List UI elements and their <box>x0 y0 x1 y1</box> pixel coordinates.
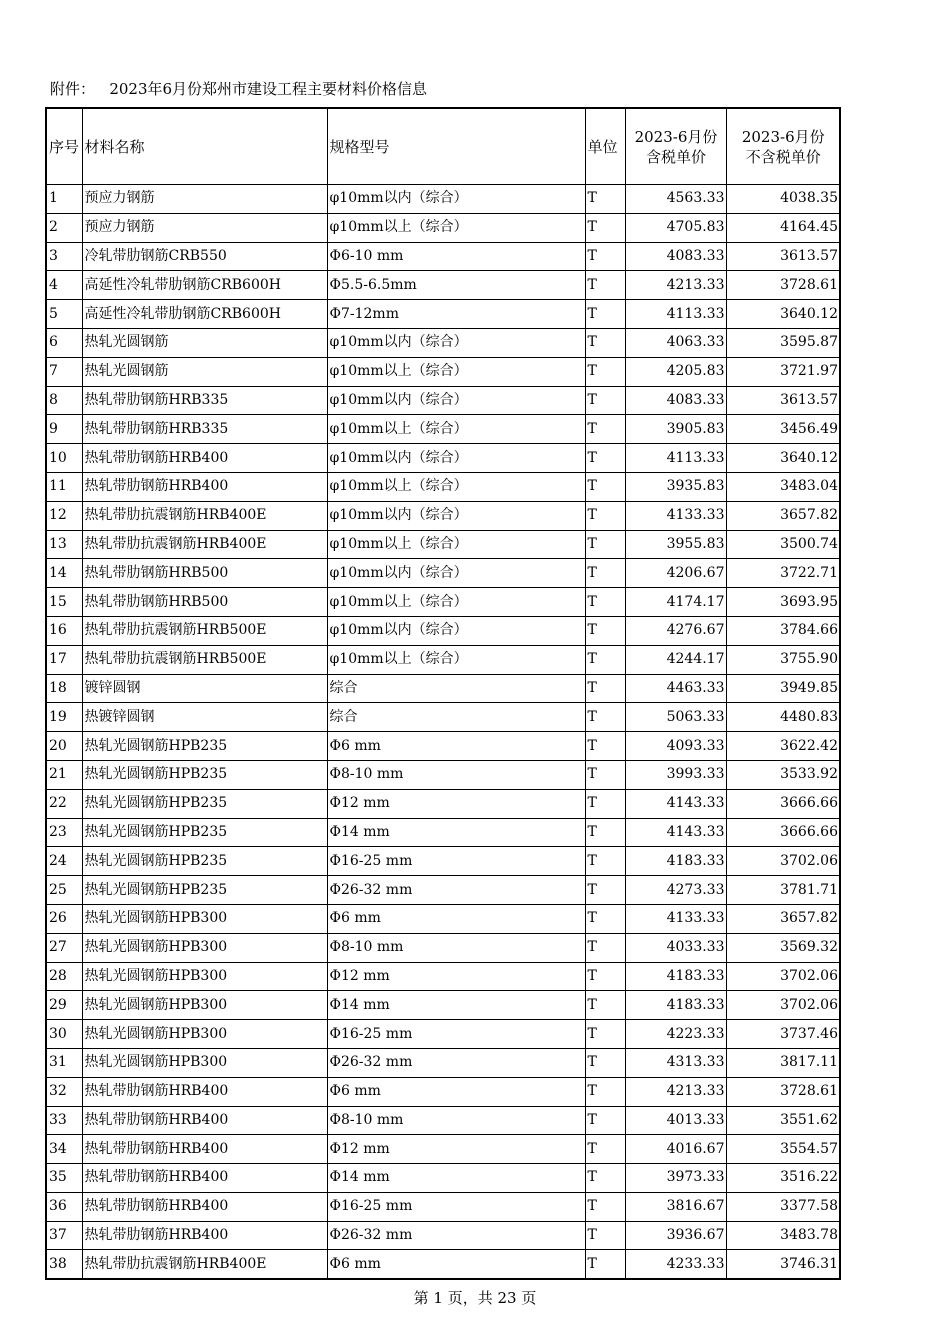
spec: Φ16-25 mm <box>327 1192 585 1221</box>
material-name: 热轧光圆钢筋HPB235 <box>82 876 327 905</box>
spec: φ10mm以上（综合） <box>327 472 585 501</box>
price-with-tax: 4206.67 <box>625 559 726 588</box>
price-without-tax: 3722.71 <box>726 559 840 588</box>
row-number: 34 <box>46 1135 82 1164</box>
row-number: 27 <box>46 933 82 962</box>
unit: T <box>585 1020 625 1049</box>
material-name: 热轧光圆钢筋HPB300 <box>82 1020 327 1049</box>
material-name: 热轧光圆钢筋 <box>82 357 327 386</box>
table-row <box>46 271 840 300</box>
spec: Φ6 mm <box>327 1077 585 1106</box>
row-number: 30 <box>46 1020 82 1049</box>
row-number: 5 <box>46 300 82 329</box>
row-number: 1 <box>46 185 82 214</box>
unit: T <box>585 1250 625 1279</box>
material-name: 热轧带肋钢筋HRB500 <box>82 588 327 617</box>
price-with-tax: 4563.33 <box>625 185 726 214</box>
header-unit: 单位 <box>585 108 625 185</box>
material-name: 热轧带肋抗震钢筋HRB400E <box>82 530 327 559</box>
unit: T <box>585 703 625 732</box>
unit: T <box>585 1077 625 1106</box>
table-row <box>46 876 840 905</box>
material-name: 热轧带肋钢筋HRB335 <box>82 386 327 415</box>
unit: T <box>585 645 625 674</box>
material-name: 热轧光圆钢筋HPB235 <box>82 732 327 761</box>
price-without-tax: 3693.95 <box>726 588 840 617</box>
unit: T <box>585 328 625 357</box>
unit: T <box>585 933 625 962</box>
price-without-tax: 3949.85 <box>726 674 840 703</box>
header-price-tax-label: 含税单价 <box>645 147 706 166</box>
unit: T <box>585 760 625 789</box>
price-with-tax: 4205.83 <box>625 357 726 386</box>
price-without-tax: 3666.66 <box>726 789 840 818</box>
table-row <box>46 933 840 962</box>
header-spec: 规格型号 <box>327 108 585 185</box>
spec: φ10mm以内（综合） <box>327 328 585 357</box>
table-row <box>46 645 840 674</box>
table-row <box>46 242 840 271</box>
unit: T <box>585 300 625 329</box>
header-price-notax-label: 不含税单价 <box>745 147 821 166</box>
unit: T <box>585 847 625 876</box>
row-number: 8 <box>46 386 82 415</box>
unit: T <box>585 357 625 386</box>
price-with-tax: 4143.33 <box>625 818 726 847</box>
row-number: 2 <box>46 213 82 242</box>
unit: T <box>585 213 625 242</box>
price-with-tax: 4183.33 <box>625 962 726 991</box>
spec: Φ6 mm <box>327 904 585 933</box>
row-number: 31 <box>46 1048 82 1077</box>
material-name: 热轧带肋钢筋HRB400 <box>82 444 327 473</box>
price-with-tax: 4223.33 <box>625 1020 726 1049</box>
row-number: 7 <box>46 357 82 386</box>
row-number: 22 <box>46 789 82 818</box>
row-number: 33 <box>46 1106 82 1135</box>
row-number: 38 <box>46 1250 82 1279</box>
spec: Φ26-32 mm <box>327 1048 585 1077</box>
unit: T <box>585 991 625 1020</box>
price-with-tax: 3935.83 <box>625 472 726 501</box>
row-number: 24 <box>46 847 82 876</box>
price-without-tax: 3595.87 <box>726 328 840 357</box>
price-with-tax: 4244.17 <box>625 645 726 674</box>
price-with-tax: 3816.67 <box>625 1192 726 1221</box>
page-footer: 第 1 页，共 23 页 <box>413 1289 537 1307</box>
price-without-tax: 3533.92 <box>726 760 840 789</box>
price-with-tax: 3905.83 <box>625 415 726 444</box>
spec: Φ14 mm <box>327 818 585 847</box>
price-without-tax: 3728.61 <box>726 1077 840 1106</box>
unit: T <box>585 1192 625 1221</box>
price-with-tax: 4183.33 <box>625 847 726 876</box>
spec: Φ12 mm <box>327 1135 585 1164</box>
table-row <box>46 904 840 933</box>
table-row <box>46 415 840 444</box>
row-number: 14 <box>46 559 82 588</box>
material-name: 热轧带肋钢筋HRB400 <box>82 1135 327 1164</box>
table-row <box>46 1135 840 1164</box>
unit: T <box>585 1164 625 1193</box>
table-row <box>46 328 840 357</box>
table-row <box>46 847 840 876</box>
price-with-tax: 5063.33 <box>625 703 726 732</box>
spec: 综合 <box>327 674 585 703</box>
unit: T <box>585 962 625 991</box>
material-name: 热轧带肋钢筋HRB400 <box>82 1106 327 1135</box>
price-without-tax: 3784.66 <box>726 616 840 645</box>
price-without-tax: 3737.46 <box>726 1020 840 1049</box>
spec: φ10mm以内（综合） <box>327 444 585 473</box>
table-row <box>46 444 840 473</box>
spec: Φ26-32 mm <box>327 1221 585 1250</box>
unit: T <box>585 559 625 588</box>
header-price-tax-period: 2023-6月份 <box>634 127 718 146</box>
material-name: 热轧带肋抗震钢筋HRB500E <box>82 645 327 674</box>
price-without-tax: 3702.06 <box>726 991 840 1020</box>
spec: Φ5.5-6.5mm <box>327 271 585 300</box>
table-row <box>46 674 840 703</box>
table-row <box>46 732 840 761</box>
material-name: 冷轧带肋钢筋CRB550 <box>82 242 327 271</box>
spec: Φ8-10 mm <box>327 760 585 789</box>
unit: T <box>585 588 625 617</box>
material-name: 镀锌圆钢 <box>82 674 327 703</box>
unit: T <box>585 501 625 530</box>
table-row <box>46 703 840 732</box>
material-name: 热轧光圆钢筋HPB300 <box>82 933 327 962</box>
spec: φ10mm以内（综合） <box>327 185 585 214</box>
price-with-tax: 4143.33 <box>625 789 726 818</box>
price-with-tax: 4705.83 <box>625 213 726 242</box>
material-name: 热轧带肋钢筋HRB400 <box>82 1221 327 1250</box>
unit: T <box>585 444 625 473</box>
table-row <box>46 1048 840 1077</box>
spec: Φ26-32 mm <box>327 876 585 905</box>
price-with-tax: 4213.33 <box>625 271 726 300</box>
spec: Φ8-10 mm <box>327 1106 585 1135</box>
header-price-notax-period: 2023-6月份 <box>741 127 825 146</box>
spec: φ10mm以上（综合） <box>327 357 585 386</box>
row-number: 19 <box>46 703 82 732</box>
unit: T <box>585 732 625 761</box>
row-number: 37 <box>46 1221 82 1250</box>
table-row <box>46 962 840 991</box>
price-with-tax: 4183.33 <box>625 991 726 1020</box>
row-number: 4 <box>46 271 82 300</box>
unit: T <box>585 415 625 444</box>
table-row <box>46 559 840 588</box>
price-without-tax: 4038.35 <box>726 185 840 214</box>
header-no: 序号 <box>46 108 82 185</box>
price-without-tax: 3613.57 <box>726 242 840 271</box>
unit: T <box>585 185 625 214</box>
material-name: 热轧带肋钢筋HRB400 <box>82 472 327 501</box>
price-without-tax: 3483.04 <box>726 472 840 501</box>
price-without-tax: 3640.12 <box>726 444 840 473</box>
material-name: 热轧带肋钢筋HRB400 <box>82 1192 327 1221</box>
table-row <box>46 588 840 617</box>
price-without-tax: 3702.06 <box>726 962 840 991</box>
price-with-tax: 3993.33 <box>625 760 726 789</box>
price-without-tax: 3657.82 <box>726 501 840 530</box>
unit: T <box>585 616 625 645</box>
table-row <box>46 1164 840 1193</box>
price-with-tax: 4233.33 <box>625 1250 726 1279</box>
price-without-tax: 3702.06 <box>726 847 840 876</box>
price-with-tax: 4276.67 <box>625 616 726 645</box>
table-body <box>46 185 840 1280</box>
spec: Φ16-25 mm <box>327 847 585 876</box>
row-number: 9 <box>46 415 82 444</box>
table-row <box>46 185 840 214</box>
material-name: 预应力钢筋 <box>82 185 327 214</box>
row-number: 25 <box>46 876 82 905</box>
price-with-tax: 4133.33 <box>625 501 726 530</box>
spec: Φ12 mm <box>327 789 585 818</box>
spec: Φ14 mm <box>327 1164 585 1193</box>
row-number: 10 <box>46 444 82 473</box>
spec: Φ6 mm <box>327 1250 585 1279</box>
unit: T <box>585 472 625 501</box>
spec: Φ6-10 mm <box>327 242 585 271</box>
price-without-tax: 3755.90 <box>726 645 840 674</box>
price-with-tax: 4063.33 <box>625 328 726 357</box>
unit: T <box>585 818 625 847</box>
spec: Φ12 mm <box>327 962 585 991</box>
table-row <box>46 1250 840 1279</box>
table-row <box>46 501 840 530</box>
material-name: 热轧光圆钢筋HPB235 <box>82 789 327 818</box>
row-number: 6 <box>46 328 82 357</box>
price-with-tax: 4013.33 <box>625 1106 726 1135</box>
spec: Φ16-25 mm <box>327 1020 585 1049</box>
material-name: 热轧光圆钢筋HPB235 <box>82 760 327 789</box>
spec: φ10mm以内（综合） <box>327 386 585 415</box>
material-name: 热轧光圆钢筋HPB300 <box>82 962 327 991</box>
spec: Φ7-12mm <box>327 300 585 329</box>
price-without-tax: 3483.78 <box>726 1221 840 1250</box>
row-number: 35 <box>46 1164 82 1193</box>
spec: φ10mm以内（综合） <box>327 501 585 530</box>
table-row <box>46 530 840 559</box>
unit: T <box>585 242 625 271</box>
spec: φ10mm以内（综合） <box>327 616 585 645</box>
unit: T <box>585 1135 625 1164</box>
document-caption <box>50 78 427 99</box>
price-with-tax: 4113.33 <box>625 300 726 329</box>
header-name: 材料名称 <box>82 108 327 185</box>
material-name: 高延性冷轧带肋钢筋CRB600H <box>82 271 327 300</box>
price-with-tax: 3936.67 <box>625 1221 726 1250</box>
price-with-tax: 4213.33 <box>625 1077 726 1106</box>
price-with-tax: 4113.33 <box>625 444 726 473</box>
row-number: 13 <box>46 530 82 559</box>
row-number: 18 <box>46 674 82 703</box>
table-row <box>46 760 840 789</box>
unit: T <box>585 386 625 415</box>
material-name: 热轧带肋抗震钢筋HRB500E <box>82 616 327 645</box>
price-with-tax: 3955.83 <box>625 530 726 559</box>
material-name: 热轧带肋钢筋HRB500 <box>82 559 327 588</box>
spec: φ10mm以内（综合） <box>327 559 585 588</box>
spec: φ10mm以上（综合） <box>327 645 585 674</box>
table-row <box>46 616 840 645</box>
spec: φ10mm以上（综合） <box>327 213 585 242</box>
material-name: 热轧光圆钢筋HPB300 <box>82 991 327 1020</box>
price-without-tax: 3554.57 <box>726 1135 840 1164</box>
price-table <box>45 107 841 1280</box>
unit: T <box>585 271 625 300</box>
price-without-tax: 3613.57 <box>726 386 840 415</box>
row-number: 36 <box>46 1192 82 1221</box>
spec: Φ6 mm <box>327 732 585 761</box>
unit: T <box>585 530 625 559</box>
row-number: 26 <box>46 904 82 933</box>
unit: T <box>585 674 625 703</box>
price-with-tax: 4016.67 <box>625 1135 726 1164</box>
spec: 综合 <box>327 703 585 732</box>
row-number: 28 <box>46 962 82 991</box>
price-without-tax: 3640.12 <box>726 300 840 329</box>
material-name: 热轧带肋抗震钢筋HRB400E <box>82 501 327 530</box>
price-without-tax: 3728.61 <box>726 271 840 300</box>
material-name: 热轧光圆钢筋HPB300 <box>82 1048 327 1077</box>
caption-prefix: 附件： <box>50 80 96 98</box>
material-name: 热轧光圆钢筋HPB235 <box>82 818 327 847</box>
price-with-tax: 4174.17 <box>625 588 726 617</box>
price-with-tax: 4273.33 <box>625 876 726 905</box>
spec: φ10mm以上（综合） <box>327 415 585 444</box>
price-with-tax: 4463.33 <box>625 674 726 703</box>
price-without-tax: 4164.45 <box>726 213 840 242</box>
material-name: 热轧光圆钢筋 <box>82 328 327 357</box>
row-number: 32 <box>46 1077 82 1106</box>
row-number: 12 <box>46 501 82 530</box>
table-row <box>46 991 840 1020</box>
spec: φ10mm以上（综合） <box>327 530 585 559</box>
table-row <box>46 357 840 386</box>
price-without-tax: 3456.49 <box>726 415 840 444</box>
price-without-tax: 4480.83 <box>726 703 840 732</box>
table-row <box>46 789 840 818</box>
document-title: 2023年6月份郑州市建设工程主要材料价格信息 <box>109 80 428 98</box>
material-name: 热轧带肋钢筋HRB335 <box>82 415 327 444</box>
price-without-tax: 3666.66 <box>726 818 840 847</box>
price-without-tax: 3569.32 <box>726 933 840 962</box>
price-without-tax: 3721.97 <box>726 357 840 386</box>
unit: T <box>585 904 625 933</box>
material-name: 热轧带肋钢筋HRB400 <box>82 1164 327 1193</box>
price-with-tax: 4093.33 <box>625 732 726 761</box>
price-without-tax: 3516.22 <box>726 1164 840 1193</box>
unit: T <box>585 1106 625 1135</box>
material-name: 预应力钢筋 <box>82 213 327 242</box>
row-number: 3 <box>46 242 82 271</box>
table-row <box>46 300 840 329</box>
material-name: 热轧光圆钢筋HPB300 <box>82 904 327 933</box>
row-number: 17 <box>46 645 82 674</box>
row-number: 29 <box>46 991 82 1020</box>
table-row <box>46 1106 840 1135</box>
price-without-tax: 3746.31 <box>726 1250 840 1279</box>
unit: T <box>585 1221 625 1250</box>
price-without-tax: 3657.82 <box>726 904 840 933</box>
material-name: 热轧带肋抗震钢筋HRB400E <box>82 1250 327 1279</box>
unit: T <box>585 789 625 818</box>
price-with-tax: 4313.33 <box>625 1048 726 1077</box>
header-price-notax <box>726 108 840 185</box>
price-without-tax: 3817.11 <box>726 1048 840 1077</box>
header-price-tax <box>625 108 726 185</box>
table-row <box>46 1221 840 1250</box>
price-without-tax: 3781.71 <box>726 876 840 905</box>
table-row <box>46 386 840 415</box>
table-row <box>46 1077 840 1106</box>
table-row <box>46 472 840 501</box>
row-number: 20 <box>46 732 82 761</box>
spec: Φ14 mm <box>327 991 585 1020</box>
material-name: 热镀锌圆钢 <box>82 703 327 732</box>
table-row <box>46 1020 840 1049</box>
table-row <box>46 213 840 242</box>
price-with-tax: 4083.33 <box>625 242 726 271</box>
row-number: 21 <box>46 760 82 789</box>
price-with-tax: 4133.33 <box>625 904 726 933</box>
price-without-tax: 3622.42 <box>726 732 840 761</box>
price-without-tax: 3551.62 <box>726 1106 840 1135</box>
unit: T <box>585 876 625 905</box>
material-name: 热轧带肋钢筋HRB400 <box>82 1077 327 1106</box>
spec: φ10mm以上（综合） <box>327 588 585 617</box>
price-with-tax: 4083.33 <box>625 386 726 415</box>
row-number: 11 <box>46 472 82 501</box>
table-row <box>46 818 840 847</box>
row-number: 15 <box>46 588 82 617</box>
material-name: 高延性冷轧带肋钢筋CRB600H <box>82 300 327 329</box>
price-without-tax: 3377.58 <box>726 1192 840 1221</box>
spec: Φ8-10 mm <box>327 933 585 962</box>
price-with-tax: 4033.33 <box>625 933 726 962</box>
price-with-tax: 3973.33 <box>625 1164 726 1193</box>
unit: T <box>585 1048 625 1077</box>
table-row <box>46 1192 840 1221</box>
row-number: 23 <box>46 818 82 847</box>
table-header-row <box>46 108 840 185</box>
material-name: 热轧光圆钢筋HPB235 <box>82 847 327 876</box>
row-number: 16 <box>46 616 82 645</box>
price-without-tax: 3500.74 <box>726 530 840 559</box>
